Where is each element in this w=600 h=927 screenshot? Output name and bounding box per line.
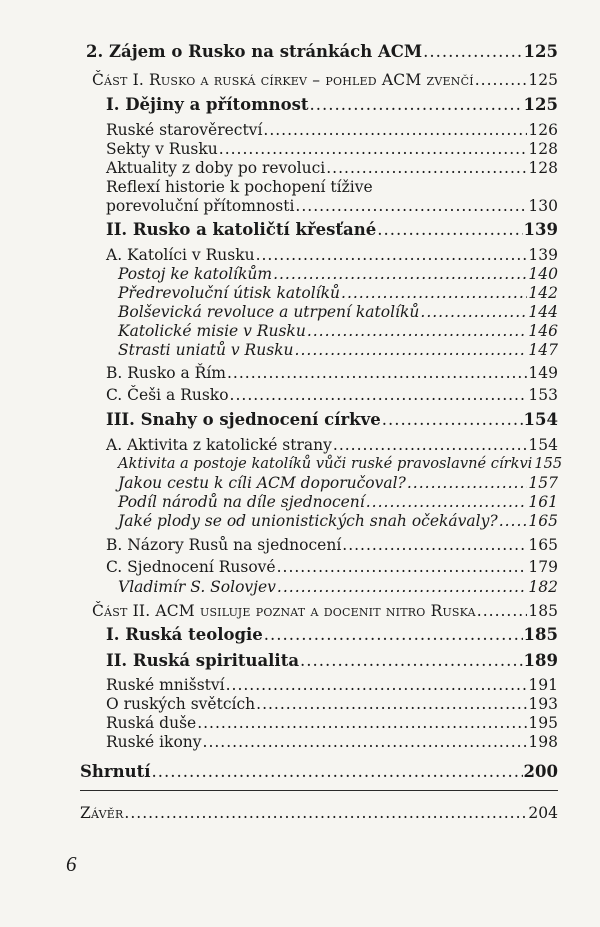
toc-entry[interactable]: Strasti uniatů v Rusku ..... 147: [118, 340, 558, 360]
toc-section-3[interactable]: III. Snahy o sjednocení církve ..... 154: [106, 410, 558, 430]
toc-subsection-b[interactable]: B. Názory Rusů na sjednocení ..... 165: [106, 535, 558, 555]
toc-entry-line1[interactable]: Reflexí historie k pochopení tížive: [106, 178, 373, 196]
toc-entry[interactable]: Ruské ikony ..... 198: [106, 732, 558, 752]
toc-subsection-a[interactable]: A. Katolíci v Rusku ..... 139: [106, 245, 558, 265]
toc-entry[interactable]: Vladimír S. Solovjev ..... 182: [118, 577, 558, 597]
toc-section-1[interactable]: I. Dějiny a přítomnost ..... 125: [106, 95, 558, 115]
toc-part-1[interactable]: Část I. Rusko a ruská církev – pohled ACM zvenčí ..... 125: [92, 70, 558, 90]
toc-chapter-2[interactable]: 2. Zájem o Rusko na stránkách ACM ..... 125: [86, 42, 558, 62]
part-label: Část II.: [92, 602, 151, 620]
page-number: 6: [66, 852, 77, 876]
toc-entry[interactable]: Postoj ke katolíkům ..... 140: [118, 264, 558, 284]
toc-entry[interactable]: Aktivita a postoje katolíků vůči ruské pravoslavné církvi 155: [118, 455, 563, 472]
part-title: ACM usiluje poznat a docenit nitro Ruska: [155, 602, 476, 620]
toc-conclusion[interactable]: Závěr ..... 204: [80, 803, 558, 823]
toc-entry[interactable]: Ruská duše ..... 195: [106, 713, 558, 733]
toc-entry[interactable]: Ruské starověrectví ..... 126: [106, 120, 558, 140]
toc-part-2[interactable]: Část II. ACM usiluje poznat a docenit nitro Ruska ..... 185: [92, 601, 558, 621]
toc-entry[interactable]: Podíl národů na díle sjednocení ..... 161: [118, 492, 558, 512]
toc-subsection-c[interactable]: C. Češi a Rusko ..... 153: [106, 385, 558, 405]
part-label: Část I.: [92, 71, 145, 89]
toc-entry[interactable]: porevoluční přítomnosti ..... 130: [106, 196, 558, 216]
toc-section-2[interactable]: II. Ruská spiritualita ..... 189: [106, 651, 558, 671]
toc-entry[interactable]: Jakou cestu k cíli ACM doporučoval? ..... 157: [118, 473, 558, 493]
toc-entry[interactable]: Sekty v Rusku ..... 128: [106, 139, 558, 159]
toc-entry[interactable]: Jaké plody se od unionistických snah očekávaly? ..... 165: [118, 511, 558, 531]
toc-summary[interactable]: Shrnutí ..... 200: [80, 762, 558, 782]
separator-rule: [80, 790, 558, 791]
toc-subsection-b[interactable]: B. Rusko a Řím ..... 149: [106, 363, 558, 383]
part-title: Rusko a ruská církev – pohled ACM zvenčí: [149, 71, 474, 89]
toc-section-1[interactable]: I. Ruská teologie ..... 185: [106, 625, 558, 645]
toc-entry[interactable]: Ruské mnišství ..... 191: [106, 675, 558, 695]
toc-entry[interactable]: Bolševická revoluce a utrpení katolíků ..... 144: [118, 302, 558, 322]
toc-subsection-c[interactable]: C. Sjednocení Rusové ..... 179: [106, 557, 558, 577]
toc-entry[interactable]: Aktuality z doby po revoluci ..... 128: [106, 158, 558, 178]
toc-section-2[interactable]: II. Rusko a katoličtí křesťané ..... 139: [106, 220, 558, 240]
toc-entry[interactable]: Katolické misie v Rusku ..... 146: [118, 321, 558, 341]
toc-entry[interactable]: Předrevoluční útisk katolíků ..... 142: [118, 283, 558, 303]
toc-entry[interactable]: O ruských světcích ..... 193: [106, 694, 558, 714]
toc-subsection-a[interactable]: A. Aktivita z katolické strany ..... 154: [106, 435, 558, 455]
